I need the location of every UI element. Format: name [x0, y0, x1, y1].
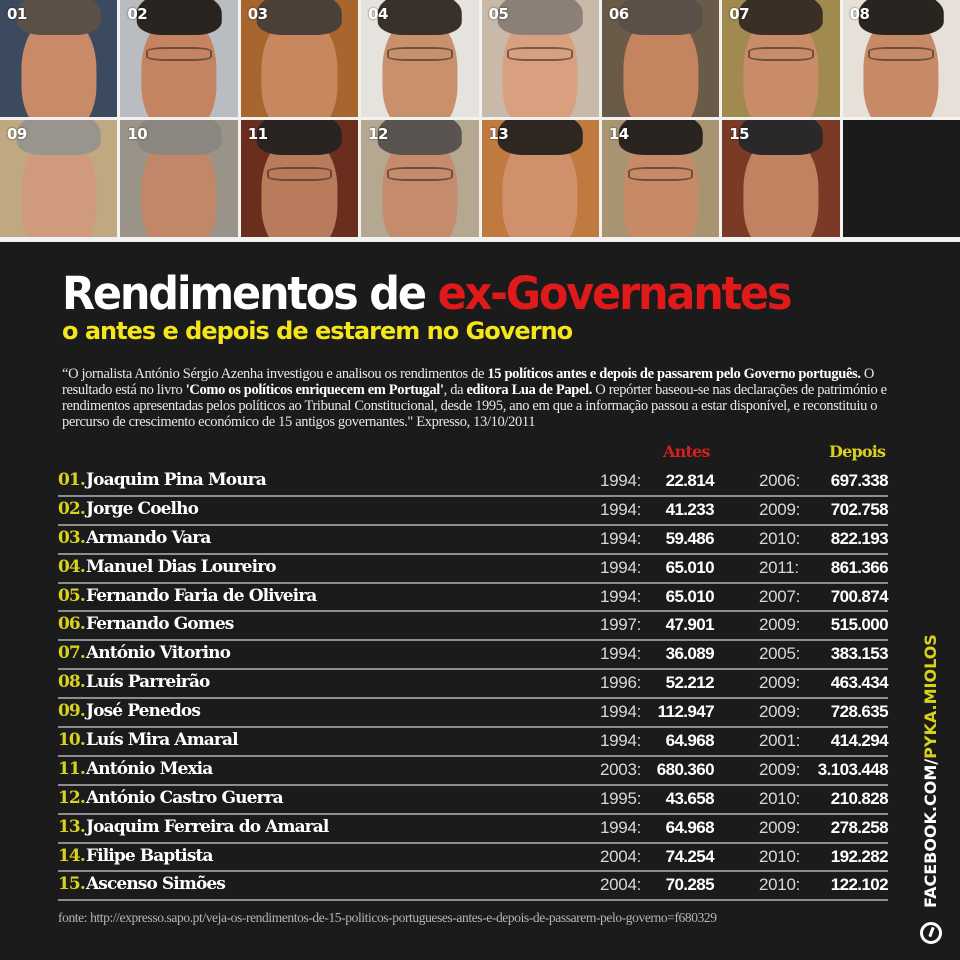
- year-after: 2009:: [759, 759, 801, 779]
- credit-page-name: PYKA.MIOLOS: [921, 634, 940, 759]
- income-after: 122.102: [830, 875, 888, 895]
- row-index: 08.: [58, 672, 85, 693]
- glasses-illustration: [507, 47, 573, 61]
- politician-name: António Vitorino: [86, 643, 231, 664]
- portrait-number: 05: [488, 5, 509, 23]
- hair-illustration: [378, 120, 463, 155]
- row-index: 04.: [58, 556, 85, 577]
- publisher: editora Lua de Papel.: [466, 382, 593, 398]
- year-before: 1994:: [600, 731, 642, 751]
- portrait-number: 13: [488, 125, 509, 143]
- row-index: 13.: [58, 816, 85, 837]
- table-row: [58, 612, 888, 641]
- intro-text: O resultado está no livro: [62, 366, 874, 398]
- portrait-number: 09: [7, 125, 27, 143]
- portrait-tile: [120, 0, 237, 117]
- politician-name: Manuel Dias Loureiro: [86, 556, 276, 577]
- row-index: 05.: [58, 585, 85, 606]
- glasses-illustration: [387, 47, 453, 61]
- table-row: [58, 670, 888, 699]
- row-index: 15.: [58, 874, 85, 895]
- table-row: [58, 526, 888, 555]
- portrait-number: 01: [7, 5, 27, 23]
- hair-illustration: [378, 0, 463, 35]
- hair-illustration: [137, 0, 222, 35]
- intro-text: “O jornalista António Sérgio Azenha investigou e analisou os rendimentos de: [62, 366, 488, 382]
- portrait-tile: [120, 120, 237, 237]
- row-index: 01.: [58, 470, 85, 490]
- politician-name: Fernando Faria de Oliveira: [86, 585, 317, 606]
- hair-illustration: [137, 120, 222, 155]
- year-before: 1994:: [600, 817, 642, 837]
- hair-illustration: [618, 0, 703, 35]
- year-before: 1994:: [600, 471, 642, 490]
- income-before: 59.486: [665, 528, 714, 548]
- income-after: 383.153: [830, 644, 888, 664]
- year-before: 1994:: [600, 499, 642, 519]
- politician-name: Jorge Coelho: [86, 498, 199, 519]
- year-before: 2004:: [600, 846, 642, 866]
- income-before: 64.968: [665, 731, 714, 751]
- year-after: 2009:: [759, 817, 801, 837]
- table-row: [58, 757, 888, 786]
- portrait-tile: [722, 120, 839, 237]
- hair-illustration: [16, 0, 101, 35]
- portrait-number: 08: [849, 5, 870, 23]
- hair-illustration: [16, 120, 101, 155]
- income-after: 697.338: [830, 471, 888, 490]
- income-after: 3.103.448: [817, 759, 888, 779]
- politician-name: Armando Vara: [86, 527, 211, 548]
- table-row: [58, 699, 888, 728]
- table-row: [58, 872, 888, 901]
- row-index: 09.: [58, 701, 85, 722]
- year-before: 1995:: [600, 788, 642, 808]
- pyka-logo-icon: [920, 922, 942, 944]
- year-after: 2010:: [759, 788, 801, 808]
- income-before: 70.285: [665, 875, 714, 895]
- intro-text: , da: [443, 382, 467, 398]
- income-after: 463.434: [830, 673, 888, 693]
- politician-name: Joaquim Ferreira do Amaral: [86, 816, 329, 837]
- income-before: 36.089: [665, 644, 714, 664]
- portrait-number: 04: [368, 5, 388, 23]
- portrait-tile: [602, 120, 719, 237]
- income-after: 210.828: [830, 788, 888, 808]
- year-after: 2011:: [759, 557, 799, 577]
- glasses-illustration: [748, 47, 814, 61]
- politician-name: Ascenso Simões: [86, 874, 225, 895]
- book-title: 'Como os políticos enriquecem em Portugal': [185, 382, 444, 398]
- hair-illustration: [618, 120, 703, 155]
- year-before: 1994:: [600, 586, 642, 606]
- income-before: 47.901: [665, 615, 714, 635]
- year-after: 2006:: [759, 471, 801, 490]
- year-after: 2009:: [759, 615, 801, 635]
- income-after: 728.635: [830, 702, 888, 722]
- portrait-tile: [482, 0, 599, 117]
- hair-illustration: [257, 0, 342, 35]
- page-title: [62, 268, 790, 321]
- row-index: 14.: [58, 845, 85, 866]
- politician-name: Luís Parreirão: [86, 672, 210, 693]
- row-index: 10.: [58, 730, 85, 751]
- table-row: [58, 497, 888, 526]
- income-table: [58, 468, 888, 901]
- politician-name: José Penedos: [86, 701, 201, 722]
- intro-text: O repórter baseou-se nas declarações de património e rendimentos apresentadas pelos políticos ao Tribunal Constitucional, desde 1995, ano em que a informação passou a estar disponível, e reconstituiu o percurso de crescimento económico de 15 antigos governantes." Expresso, 13/10/2011: [62, 382, 887, 430]
- year-after: 2010:: [759, 846, 801, 866]
- politician-name: António Castro Guerra: [86, 787, 283, 808]
- row-index: 03.: [58, 527, 85, 548]
- intro-paragraph: [62, 366, 892, 430]
- portrait-tile: [241, 0, 358, 117]
- glasses-illustration: [387, 167, 453, 181]
- credit-prefix: FACEBOOK.COM/: [921, 758, 940, 908]
- portrait-tile: [241, 120, 358, 237]
- row-index: 02.: [58, 498, 85, 519]
- hair-illustration: [498, 120, 583, 155]
- portrait-number: 03: [247, 5, 268, 23]
- year-after: 2009:: [759, 673, 801, 693]
- hair-illustration: [257, 120, 342, 155]
- year-before: 1994:: [600, 528, 642, 548]
- portrait-tile: [722, 0, 839, 117]
- politician-name: Filipe Baptista: [86, 845, 213, 866]
- portrait-tile: [843, 0, 960, 117]
- portrait-tile: [0, 0, 117, 117]
- income-after: 861.366: [830, 557, 888, 577]
- politician-name: Fernando Gomes: [86, 614, 234, 635]
- year-before: 1994:: [600, 644, 642, 664]
- intro-bold: 15 políticos antes e depois de passarem pelo Governo português.: [487, 366, 861, 382]
- politician-name: Joaquim Pina Moura: [86, 470, 266, 490]
- year-before: 1994:: [600, 557, 642, 577]
- table-row: [58, 641, 888, 670]
- year-before: 2004:: [600, 875, 642, 895]
- title-red: ex-Governantes: [437, 268, 791, 321]
- year-before: 2003:: [600, 759, 642, 779]
- income-after: 515.000: [830, 615, 888, 635]
- table-row: [58, 468, 888, 497]
- year-after: 2010:: [759, 875, 801, 895]
- year-before: 1994:: [600, 702, 642, 722]
- year-after: 2009:: [759, 499, 801, 519]
- hair-illustration: [859, 0, 944, 35]
- table-row: [58, 728, 888, 757]
- politician-name: António Mexia: [86, 758, 213, 779]
- column-header-depois: Depois: [829, 442, 886, 461]
- page-subtitle: o antes e depois de estarem no Governo: [62, 317, 573, 345]
- portrait-number: 07: [729, 5, 750, 23]
- table-row: [58, 786, 888, 815]
- income-after: 702.758: [830, 499, 888, 519]
- year-before: 1996:: [600, 673, 642, 693]
- source-citation: fonte: http://expresso.sapo.pt/veja-os-rendimentos-de-15-politicos-portugueses-antes-e-depois-de-passarem-pelo-governo=f680329: [58, 910, 717, 925]
- income-before: 74.254: [665, 846, 714, 866]
- income-after: 278.258: [830, 817, 888, 837]
- table-row: [58, 844, 888, 873]
- portrait-tile: [0, 120, 117, 237]
- income-before: 64.968: [665, 817, 714, 837]
- glasses-illustration: [267, 167, 333, 181]
- year-before: 1997:: [600, 615, 642, 635]
- income-before: 680.360: [656, 759, 714, 779]
- year-after: 2001:: [759, 731, 801, 751]
- portrait-number: 12: [368, 125, 388, 143]
- portrait-number: 11: [247, 125, 268, 143]
- year-after: 2007:: [759, 586, 801, 606]
- portrait-number: 02: [127, 5, 148, 23]
- income-after: 192.282: [830, 846, 888, 866]
- facebook-credit: [921, 634, 940, 908]
- year-after: 2005:: [759, 644, 801, 664]
- glasses-illustration: [628, 167, 694, 181]
- portrait-tile: [361, 120, 478, 237]
- politician-name: Luís Mira Amaral: [86, 730, 238, 751]
- portrait-number: 15: [729, 125, 750, 143]
- income-after: 700.874: [830, 586, 888, 606]
- income-before: 112.947: [657, 702, 714, 722]
- income-before: 65.010: [665, 586, 714, 606]
- portrait-tile: [361, 0, 478, 117]
- title-white: Rendimentos de: [62, 268, 438, 321]
- empty-tile: [843, 120, 960, 237]
- income-before: 22.814: [665, 471, 714, 490]
- income-before: 41.233: [665, 499, 714, 519]
- row-index: 06.: [58, 614, 85, 635]
- portrait-number: 10: [127, 125, 148, 143]
- row-index: 11.: [58, 758, 85, 779]
- hair-illustration: [739, 120, 824, 155]
- row-index: 12.: [58, 787, 85, 808]
- table-row: [58, 584, 888, 613]
- hair-illustration: [498, 0, 583, 35]
- income-after: 822.193: [830, 528, 888, 548]
- income-before: 65.010: [665, 557, 714, 577]
- portrait-tile: [482, 120, 599, 237]
- portrait-number: 14: [608, 125, 629, 143]
- income-before: 43.658: [665, 788, 714, 808]
- table-row: [58, 815, 888, 844]
- table-row: [58, 555, 888, 584]
- portrait-grid: [0, 0, 960, 242]
- year-after: 2009:: [759, 702, 801, 722]
- column-header-antes: Antes: [663, 442, 710, 461]
- year-after: 2010:: [759, 528, 801, 548]
- portrait-number: 06: [608, 5, 629, 23]
- glasses-illustration: [868, 47, 934, 61]
- glasses-illustration: [146, 47, 212, 61]
- row-index: 07.: [58, 643, 85, 664]
- income-before: 52.212: [665, 673, 714, 693]
- hair-illustration: [739, 0, 824, 35]
- income-after: 414.294: [830, 731, 888, 751]
- portrait-tile: [602, 0, 719, 117]
